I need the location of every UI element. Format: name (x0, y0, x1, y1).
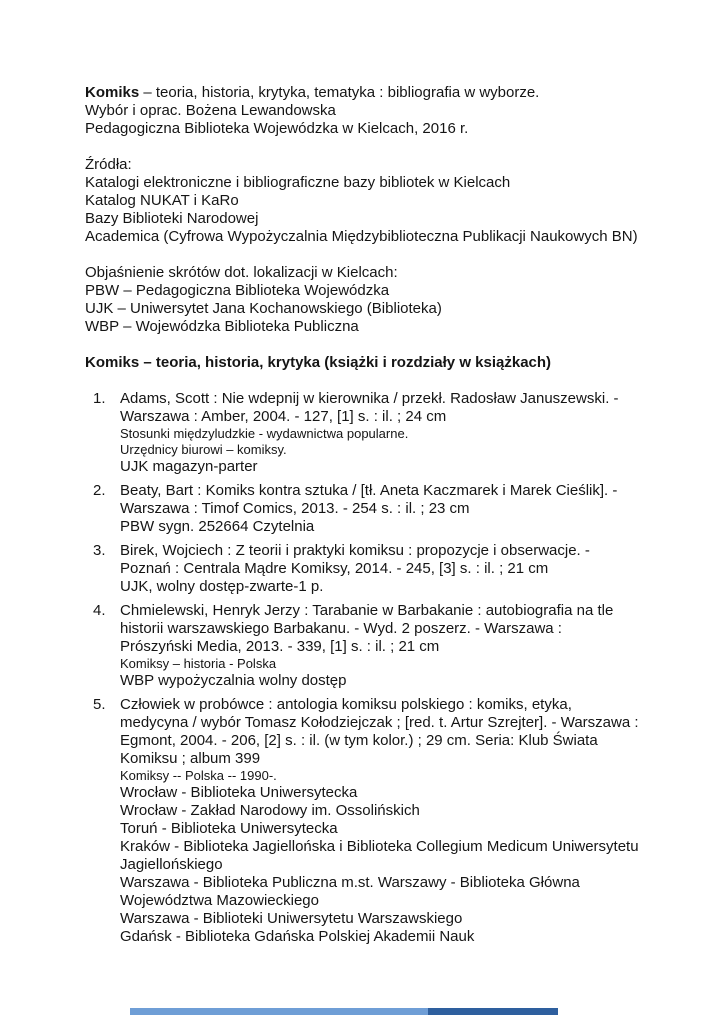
sources-heading: Źródła: (85, 156, 132, 173)
source-line: Katalogi elektroniczne i bibliograficzne bazy bibliotek w Kielcach (85, 174, 511, 191)
abbreviations-heading: Objaśnienie skrótów dot. lokalizacji w Kielcach: (85, 264, 398, 281)
source-line: Katalog NUKAT i KaRo (85, 192, 239, 209)
entry-number: 5. (93, 696, 106, 713)
subject-heading-line: Urzędnicy biurowi – komiksy. (120, 442, 287, 457)
bibliographic-line: Warszawa : Amber, 2004. - 127, [1] s. : il. ; 24 cm (120, 408, 447, 425)
doc-title-rest: – teoria, historia, krytyka, tematyka : bibliografia w wyborze. (139, 84, 540, 101)
bibliographic-line: Adams, Scott : Nie wdepnij w kierownika / przekł. Radosław Januszewski. - (120, 390, 619, 407)
abbreviations-list (85, 282, 677, 336)
bibliographic-line: Warszawa : Timof Comics, 2013. - 254 s. : il. ; 23 cm (120, 500, 470, 517)
page-content (85, 84, 677, 946)
entry-lines (120, 602, 677, 690)
entry-number: 2. (93, 482, 106, 499)
bibliographic-line: Wrocław - Biblioteka Uniwersytecka (120, 784, 358, 801)
doc-title (85, 84, 677, 102)
sources-block (85, 156, 677, 246)
bibliographic-line: Człowiek w probówce : antologia komiksu polskiego : komiks, etyka, (120, 696, 572, 713)
doc-editor-line: Wybór i oprac. Bożena Lewandowska (85, 102, 336, 119)
bibliographic-line: Warszawa - Biblioteki Uniwersytetu Warszawskiego (120, 910, 463, 927)
bibliographic-line: Prószyński Media, 2013. - 339, [1] s. : il. ; 21 cm (120, 638, 440, 655)
bibliographic-line: Chmielewski, Henryk Jerzy : Tarabanie w Barbakanie : autobiografia na tle (120, 602, 614, 619)
sources-list (85, 174, 677, 246)
entry-lines (120, 542, 677, 596)
bibliography-entries (85, 390, 677, 946)
bibliography-entry (85, 390, 677, 476)
bibliographic-line: Gdańsk - Biblioteka Gdańska Polskiej Akademii Nauk (120, 928, 475, 945)
bibliographic-line: medycyna / wybór Tomasz Kołodziejczak ; [red. t. Artur Szrejter]. - Warszawa : (120, 714, 639, 731)
bibliographic-line: UJK magazyn-parter (120, 458, 258, 475)
subject-heading-line: Komiksy -- Polska -- 1990-. (120, 768, 277, 783)
bibliographic-line: Poznań : Centrala Mądre Komiksy, 2014. - 245, [3] s. : il. ; 21 cm (120, 560, 549, 577)
bibliographic-line: Warszawa - Biblioteka Publiczna m.st. Warszawy - Biblioteka Główna (120, 874, 580, 891)
entry-number: 4. (93, 602, 106, 619)
bibliographic-line: Kraków - Biblioteka Jagiellońska i Biblioteka Collegium Medicum Uniwersytetu (120, 838, 639, 855)
abbreviation-line: WBP – Wojewódzka Biblioteka Publiczna (85, 318, 359, 335)
bibliography-entry (85, 602, 677, 690)
entry-lines (120, 390, 677, 476)
progress-bar-segment (130, 1008, 428, 1015)
subject-heading-line: Stosunki międzyludzkie - wydawnictwa popularne. (120, 426, 409, 441)
subject-heading-line: Komiksy – historia - Polska (120, 656, 277, 671)
entry-number: 1. (93, 390, 106, 407)
progress-bar-segment (428, 1008, 558, 1015)
source-line: Bazy Biblioteki Narodowej (85, 210, 259, 227)
bibliographic-line: Beaty, Bart : Komiks kontra sztuka / [tł. Aneta Kaczmarek i Marek Cieślik]. - (120, 482, 618, 499)
bibliographic-line: Birek, Wojciech : Z teorii i praktyki komiksu : propozycje i obserwacje. - (120, 542, 590, 559)
bibliographic-line: Komiksu ; album 399 (120, 750, 261, 767)
bibliographic-line: Jagiellońskiego (120, 856, 223, 873)
bibliographic-line: PBW sygn. 252664 Czytelnia (120, 518, 315, 535)
bibliographic-line: historii warszawskiego Barbakanu. - Wyd. 2 poszerz. - Warszawa : (120, 620, 562, 637)
progress-bar (130, 1008, 558, 1015)
bibliography-entry (85, 482, 677, 536)
abbreviations-block (85, 264, 677, 336)
bibliographic-line: Egmont, 2004. - 206, [2] s. : il. (w tym kolor.) ; 29 cm. Seria: Klub Świata (120, 732, 598, 749)
abbreviation-line: PBW – Pedagogiczna Biblioteka Wojewódzka (85, 282, 390, 299)
abbreviation-line: UJK – Uniwersytet Jana Kochanowskiego (Biblioteka) (85, 300, 442, 317)
bibliographic-line: Województwa Mazowieckiego (120, 892, 319, 909)
doc-publisher-line: Pedagogiczna Biblioteka Wojewódzka w Kielcach, 2016 r. (85, 120, 469, 137)
bibliography-entry (85, 696, 677, 946)
bibliography-entry (85, 542, 677, 596)
doc-title-bold: Komiks (85, 84, 140, 101)
bibliographic-line: UJK, wolny dostęp-zwarte-1 p. (120, 578, 324, 595)
bibliographic-line: Wrocław - Zakład Narodowy im. Ossolińskich (120, 802, 420, 819)
entry-lines (120, 696, 677, 946)
source-line: Academica (Cyfrowa Wypożyczalnia Międzybiblioteczna Publikacji Naukowych BN) (85, 228, 638, 245)
bibliographic-line: WBP wypożyczalnia wolny dostęp (120, 672, 347, 689)
entry-lines (120, 482, 677, 536)
entry-number: 3. (93, 542, 106, 559)
section-title: Komiks – teoria, historia, krytyka (książki i rozdziały w książkach) (85, 354, 552, 371)
bibliographic-line: Toruń - Biblioteka Uniwersytecka (120, 820, 338, 837)
